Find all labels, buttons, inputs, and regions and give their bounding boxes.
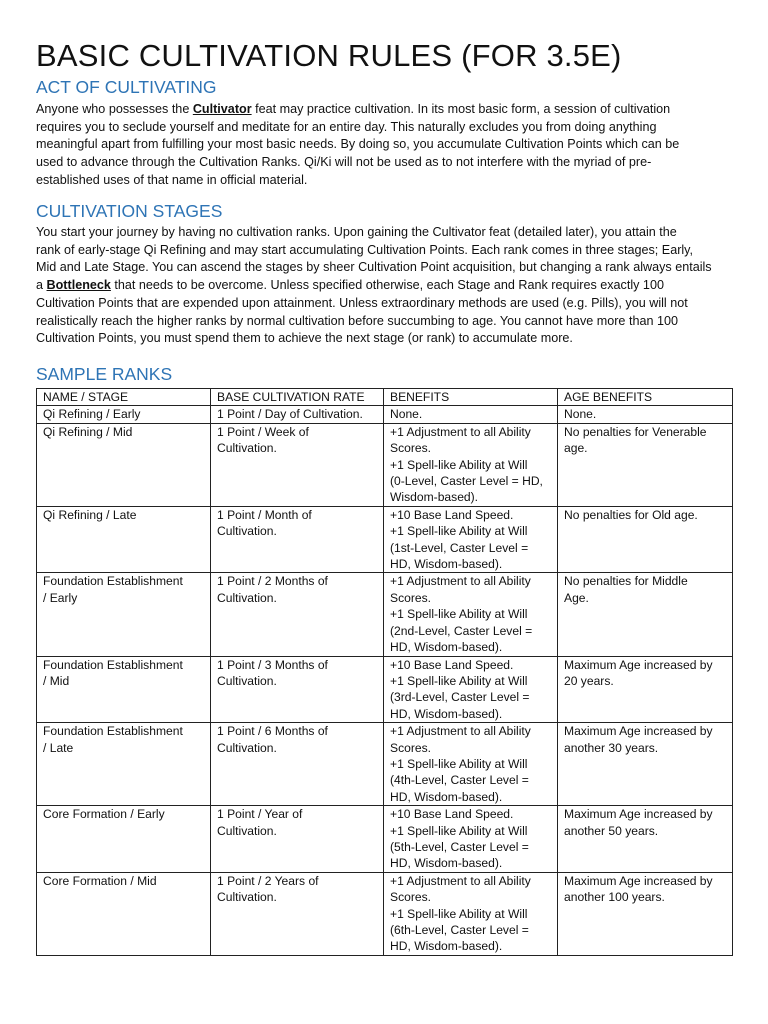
cell-text-line: Maximum Age increased by [564,873,713,888]
cell-text-line: 1 Point / 2 Months of [217,574,328,589]
cell-base-rate [211,506,384,573]
cell-name-stage [37,406,211,423]
cell-base-rate [211,406,384,423]
cell-age-benefits [558,506,733,573]
table-row [37,406,733,423]
cell-text-line: No penalties for Venerable [564,424,707,439]
cell-text-line: HD, Wisdom-based). [390,856,503,871]
cell-base-rate [211,806,384,873]
cell-text-line: Foundation Establishment [43,574,183,589]
cell-text-line: Cultivation. [217,673,277,688]
cell-name-stage [37,656,211,723]
header-name-stage: NAME / STAGE [37,389,211,406]
cell-text-line: (0-Level, Caster Level = HD, [390,474,543,489]
cell-name-stage [37,506,211,573]
cell-age-benefits [558,872,733,955]
cell-text-line: HD, Wisdom-based). [390,939,503,954]
cell-benefits [384,423,558,506]
cell-text-line: 20 years. [564,673,614,688]
cell-text-line: +1 Spell-like Ability at Will [390,756,528,771]
cell-text-line: +1 Adjustment to all Ability [390,873,531,888]
cell-text-line: Maximum Age increased by [564,724,713,739]
cell-text-line: Scores. [390,441,431,456]
cell-benefits [384,723,558,806]
cell-text-line: +1 Spell-like Ability at Will [390,673,528,688]
cell-text-line: +1 Spell-like Ability at Will [390,457,528,472]
cell-text-line: +10 Base Land Speed. [390,507,514,522]
cell-text-line: 1 Point / 2 Years of [217,873,319,888]
header-base-rate: BASE CULTIVATION RATE [211,389,384,406]
bottleneck-term: Bottleneck [46,278,111,293]
cell-text-line: (5th-Level, Caster Level = [390,839,529,854]
cell-text-line: Cultivation. [217,524,277,539]
cell-name-stage [37,573,211,656]
cell-age-benefits [558,573,733,656]
cell-age-benefits [558,423,733,506]
heading-sample-ranks: SAMPLE RANKS [36,364,173,384]
cell-text-line: Core Formation / Early [43,807,165,822]
cell-text-line: Cultivation. [217,740,277,755]
cell-text-line: +1 Adjustment to all Ability [390,424,531,439]
cell-benefits [384,872,558,955]
cell-benefits [384,806,558,873]
cell-text-line: +1 Spell-like Ability at Will [390,607,528,622]
cell-text-line: Cultivation. [217,590,277,605]
cell-benefits [384,656,558,723]
table-header-row [37,389,733,406]
cell-text-line: another 30 years. [564,740,659,755]
table-row [37,872,733,955]
cell-text-line: Age. [564,590,589,605]
cell-text-line: Qi Refining / Early [43,407,141,422]
cell-text-line: (4th-Level, Caster Level = [390,773,529,788]
cell-text-line: (1st-Level, Caster Level = [390,540,529,555]
cell-text-line: +10 Base Land Speed. [390,657,514,672]
cell-age-benefits [558,406,733,423]
cell-text-line: 1 Point / Year of [217,807,303,822]
cell-text-line: HD, Wisdom-based). [390,789,503,804]
cell-text-line: +10 Base Land Speed. [390,807,514,822]
cell-text-line: HD, Wisdom-based). [390,557,503,572]
cell-text-line: Cultivation. [217,890,277,905]
ranks-table [36,388,733,956]
cell-base-rate [211,872,384,955]
cell-base-rate [211,573,384,656]
table-row [37,423,733,506]
cell-text-line: age. [564,441,588,456]
cell-text-line: Qi Refining / Late [43,507,137,522]
cell-text-line: Cultivation. [217,823,277,838]
cell-age-benefits [558,656,733,723]
cell-base-rate [211,423,384,506]
cell-text-line: Maximum Age increased by [564,657,713,672]
cell-name-stage [37,806,211,873]
table-row [37,723,733,806]
cell-text-line: No penalties for Middle [564,574,688,589]
cell-text-line: (2nd-Level, Caster Level = [390,623,533,638]
cell-text-line: Wisdom-based). [390,490,479,505]
cell-benefits [384,406,558,423]
heading-cultivation-stages: CULTIVATION STAGES [36,201,223,221]
cell-text-line: / Early [43,590,78,605]
table-row [37,806,733,873]
cell-name-stage [37,423,211,506]
cell-text-line: 1 Point / Week of [217,424,309,439]
cell-benefits [384,573,558,656]
cell-text-line: None. [564,407,597,422]
cell-text-line: +1 Spell-like Ability at Will [390,524,528,539]
cell-text-line: +1 Spell-like Ability at Will [390,906,528,921]
heading-act-of-cultivating: ACT OF CULTIVATING [36,77,217,97]
cell-text-line: another 100 years. [564,890,665,905]
cell-base-rate [211,723,384,806]
cell-text-line: Maximum Age increased by [564,807,713,822]
cell-text-line: Scores. [390,890,431,905]
cell-text-line: +1 Adjustment to all Ability [390,574,531,589]
cell-text-line: (6th-Level, Caster Level = [390,923,529,937]
cell-text-line: HD, Wisdom-based). [390,706,503,721]
cell-text-line: No penalties for Old age. [564,507,698,522]
cell-text-line: 1 Point / 6 Months of [217,724,328,739]
cell-text-line: Scores. [390,740,431,755]
cell-text-line: None. [390,407,423,422]
table-row [37,506,733,573]
cultivator-term: Cultivator [192,102,252,116]
cell-text-line: 1 Point / Month of [217,507,312,522]
cell-text-line: Foundation Establishment [43,657,183,672]
cell-text-line: / Mid [43,673,70,688]
cell-text-line: Cultivation. [217,441,277,456]
table-row [37,573,733,656]
cell-text-line: / Late [43,740,74,755]
cell-text-line: (3rd-Level, Caster Level = [390,690,530,705]
cell-benefits [384,506,558,573]
cell-text-line: +1 Adjustment to all Ability [390,724,531,739]
cell-text-line: Foundation Establishment [43,724,183,739]
cell-name-stage [37,872,211,955]
cell-base-rate [211,656,384,723]
header-benefits: BENEFITS [384,389,558,406]
page-title: BASIC CULTIVATION RULES (FOR 3.5E) [36,38,622,73]
cell-age-benefits [558,806,733,873]
cell-text-line: 1 Point / 3 Months of [217,657,328,672]
cell-text-line: Scores. [390,590,431,605]
cell-text-line: HD, Wisdom-based). [390,640,503,655]
cell-text-line: 1 Point / Day of Cultivation. [217,407,363,422]
paragraph-cultivation-stages: You start your journey by having no cultivation ranks. Upon gaining the Cultivator feat (detailed later), you attain the rank of early-stage Qi Refining and may start accumulating Cultivation Points. Each rank comes in three stages; Early, Mid and Late Stage. You can ascend the stages by sheer Cultivation Point acquisition, but changing a rank always entails a Bottleneck that needs to be overcome. Unless specified otherwise, each Stage and Rank requires exactly 100 Cultivation Points that are expended upon attainment. Unless extraordinary methods are used (e.g. Pills), you will not realistically reach the higher ranks by normal cultivation before succumbing to age. You cannot have more than 100 Cultivation Points, you must spend them to achieve the next stage (or rank) to accumulate more. [36,225,712,346]
cell-name-stage [37,723,211,806]
cell-text-line: Core Formation / Mid [43,873,157,888]
paragraph-act-of-cultivating: Anyone who possesses the Cultivator feat may practice cultivation. In its most basic form, a session of cultivation requires you to seclude yourself and meditate for an entire day. This naturally excludes you from doing anything meaningful apart from fulfilling your most basic needs. By doing so, you accumulate Cultivation Points which can be used to advance through the Cultivation Ranks. Qi/Ki will not be used as to not interfere with the myriad of pre- established uses of that name in official material. [36,102,680,187]
cell-text-line: Qi Refining / Mid [43,424,133,439]
cell-text-line: another 50 years. [564,823,659,838]
cell-text-line: +1 Spell-like Ability at Will [390,823,528,838]
cell-age-benefits [558,723,733,806]
header-age-benefits: AGE BENEFITS [558,389,733,406]
table-row [37,656,733,723]
